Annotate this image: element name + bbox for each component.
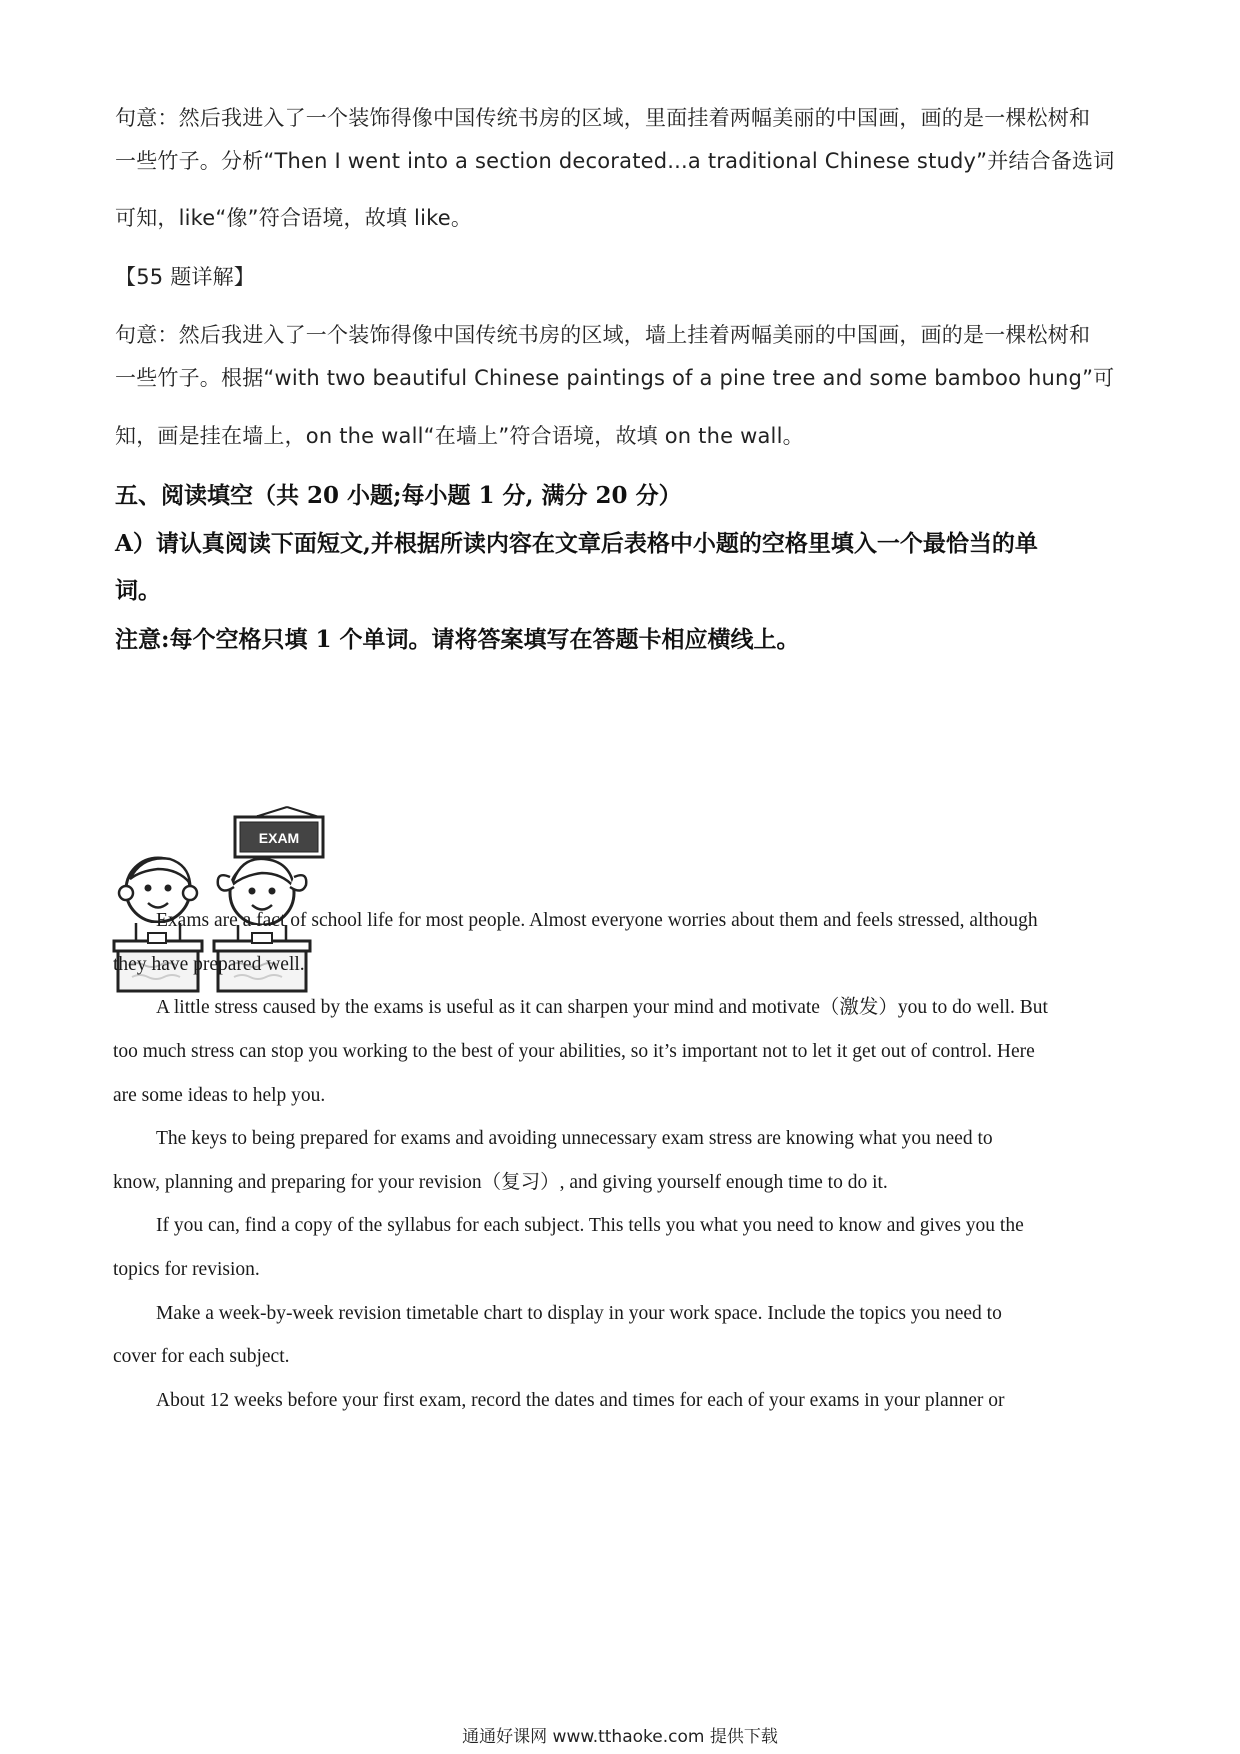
part-a-instruction-line-1: A）请认真阅读下面短文,并根据所读内容在文章后表格中小题的空格里填入一个最恰当的单 — [115, 530, 1038, 557]
passage-p6-line-1: About 12 weeks before your first exam, record the dates and times for each of your exams in your planner or — [156, 1390, 1005, 1411]
explanation-55-line-2: 一些竹子。根据“with two beautiful Chinese paintings of a pine tree and some bamboo hung”可 — [115, 366, 1115, 390]
explanation-55-line-3: 知，画是挂在墙上，on the wall“在墙上”符合语境，故填 on the wall。 — [115, 424, 804, 448]
passage-p2-line-2: too much stress can stop you working to the best of your abilities, so it’s important not to let it get out of control. Here — [113, 1041, 1035, 1062]
passage-p4-line-2: topics for revision. — [113, 1259, 260, 1280]
part-a-instruction-line-2: 词。 — [115, 577, 161, 604]
passage-p1-line-1: Exams are a fact of school life for most people. Almost everyone worries about them and feels stressed, although — [156, 910, 1038, 931]
passage-p4-line-1: If you can, find a copy of the syllabus for each subject. This tells you what you need to know and gives you the — [156, 1215, 1024, 1236]
page-footer: 通通好课网 www.tthaoke.com 提供下载 — [462, 1727, 778, 1747]
explanation-55-line-1: 句意：然后我进入了一个装饰得像中国传统书房的区域，墙上挂着两幅美丽的中国画，画的是一棵松树和 — [115, 323, 1091, 347]
passage-p5-line-2: cover for each subject. — [113, 1346, 290, 1367]
passage-p1-line-2: they have prepared well. — [113, 954, 305, 975]
exam-sign-text: EXAM — [258, 830, 300, 846]
passage-p2-line-1: A little stress caused by the exams is useful as it can sharpen your mind and motivate（激发）you to do well. But — [156, 997, 1048, 1018]
passage-p2-line-3: are some ideas to help you. — [113, 1085, 326, 1106]
passage-p3-line-2: know, planning and preparing for your revision（复习）, and giving yourself enough time to do it. — [113, 1172, 888, 1193]
passage-p3-line-1: The keys to being prepared for exams and avoiding unnecessary exam stress are knowing what you need to — [156, 1128, 993, 1149]
explanation-54-line-2: 一些竹子。分析“Then I went into a section decorated...a traditional Chinese study”并结合备选词 — [115, 149, 1115, 173]
section-five-title: 五、阅读填空（共 20 小题;每小题 1 分, 满分 20 分） — [115, 482, 682, 509]
part-a-note: 注意:每个空格只填 1 个单词。请将答案填写在答题卡相应横线上。 — [115, 626, 800, 653]
explanation-54-line-1: 句意：然后我进入了一个装饰得像中国传统书房的区域，里面挂着两幅美丽的中国画，画的是一棵松树和 — [115, 106, 1091, 130]
heading-55: 【55 题详解】 — [115, 265, 255, 289]
explanation-54-line-3: 可知，like“像”符合语境，故填 like。 — [115, 206, 473, 230]
passage-p5-line-1: Make a week-by-week revision timetable chart to display in your work space. Include the topics you need to — [156, 1303, 1002, 1324]
